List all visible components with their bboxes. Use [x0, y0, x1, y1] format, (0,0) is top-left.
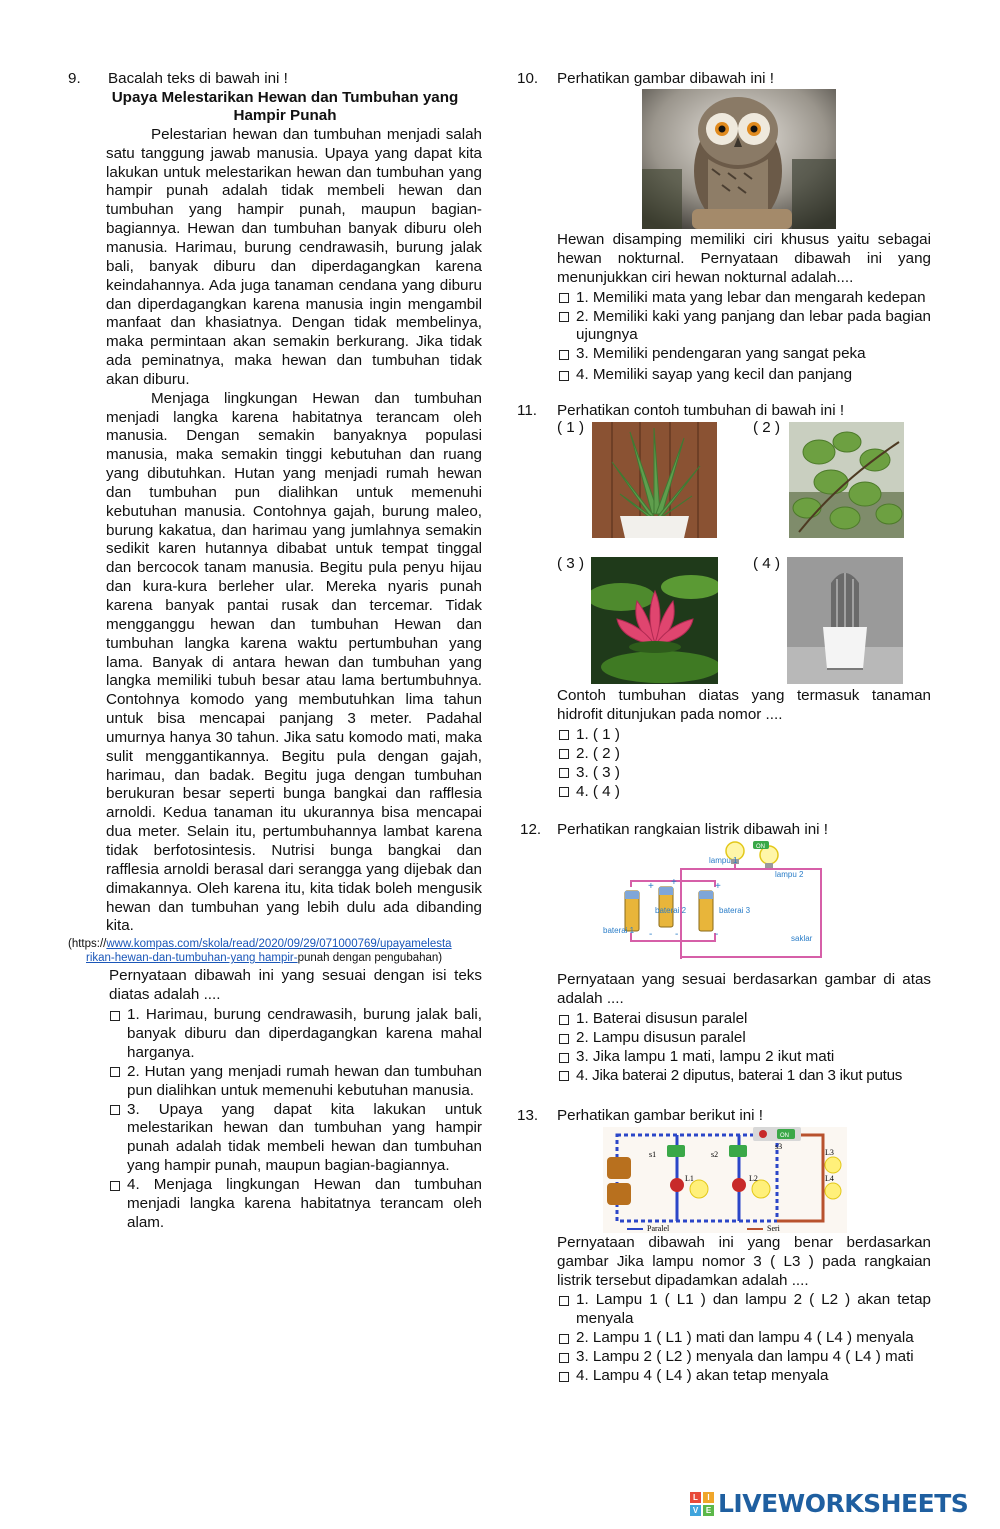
question-12-header	[517, 821, 931, 840]
plant-label-1: ( 1 )	[557, 419, 585, 437]
question-number: 9.	[68, 70, 81, 87]
option-checkbox-10-1[interactable]	[557, 289, 931, 308]
option-label: 4. Menjaga lingkungan Hewan dan tumbuhan menjadi langka karena habitatnya terancam oleh alam.	[127, 1176, 482, 1231]
lamp-l2-label: L2	[749, 1173, 758, 1183]
option-label: 1. ( 1 )	[576, 725, 620, 743]
option-label: 1. Memiliki mata yang lebar dan mengarah kedepan	[576, 288, 926, 306]
question-9-stem: Pernyataan dibawah ini yang sesuai dengan isi teks diatas adalah ....	[109, 967, 482, 1004]
legend-seri: Seri	[767, 1223, 780, 1233]
checkbox-icon[interactable]	[557, 1332, 570, 1345]
option-label: 3. Memiliki pendengaran yang sangat peka	[576, 345, 866, 363]
question-instruction: Perhatikan gambar berikut ini !	[557, 1106, 763, 1124]
switch-label: saklar	[791, 934, 813, 944]
question-10-header	[517, 70, 931, 89]
option-label: 1. Lampu 1 ( L1 ) dan lampu 2 ( L2 ) akan tetap menyala	[576, 1291, 931, 1328]
switch-s3-icon	[753, 1127, 801, 1141]
minus-sign: -	[715, 929, 719, 941]
switch-on-label: ON	[756, 844, 765, 851]
option-checkbox-11-2[interactable]	[557, 745, 931, 764]
question-9-header	[68, 70, 482, 89]
checkbox-icon[interactable]	[557, 292, 570, 305]
plus-sign: +	[671, 877, 677, 889]
checkbox-icon[interactable]	[557, 1013, 570, 1026]
option-label: 2. Lampu disusun paralel	[576, 1029, 746, 1047]
question-13-stem: Pernyataan dibawah ini yang benar berdasarkan gambar Jika lampu nomor 3 ( L3 ) pada rangkaian listrik tersebut dipadamkan adalah ....	[557, 1233, 931, 1289]
question-instruction: Perhatikan rangkaian listrik dibawah ini !	[557, 820, 828, 838]
checkbox-icon[interactable]	[557, 311, 570, 324]
question-number: 10.	[517, 70, 539, 87]
switch-on-label: ON	[780, 1132, 789, 1139]
battery-3-label: baterai 3	[719, 906, 751, 916]
option-label: 2. Lampu 1 ( L1 ) mati dan lampu 4 ( L4 ) menyala	[576, 1329, 914, 1347]
passage-source	[68, 937, 482, 965]
cactus-image	[787, 557, 903, 684]
option-label: 3. Upaya yang dapat kita lakukan untuk melestarikan hewan dan tumbuhan yang hampir punah adalah tidak membeli hewan dan tumbuhan yang hampir punah, maupun bagian-bagiannya.	[127, 1100, 482, 1175]
circuit-diagram-13	[603, 1127, 847, 1233]
option-checkbox-9-4[interactable]	[108, 1176, 482, 1233]
source-link-continued[interactable]: rikan-hewan-dan-tumbuhan-yang hampir-	[86, 952, 298, 965]
option-checkbox-12-1[interactable]	[557, 1010, 931, 1029]
option-label: 2. ( 2 )	[576, 744, 620, 762]
option-label: 1. Harimau, burung cendrawasih, burung jalak bali, banyak diburu dan diperdagangkan karena mahal harganya.	[127, 1006, 482, 1061]
checkbox-icon[interactable]	[557, 767, 570, 780]
option-checkbox-9-2[interactable]	[108, 1063, 482, 1101]
checkbox-icon[interactable]	[557, 729, 570, 742]
plant-image-grid	[557, 421, 931, 686]
question-12-options	[557, 1010, 931, 1086]
checkbox-icon[interactable]	[557, 748, 570, 761]
battery-2-label: baterai 2	[655, 906, 687, 916]
question-number: 11.	[517, 402, 537, 420]
switch-s2-icon	[729, 1145, 747, 1157]
minus-sign: -	[649, 929, 653, 941]
option-checkbox-13-1[interactable]	[557, 1291, 931, 1329]
lamp-l4-label: L4	[825, 1173, 834, 1183]
checkbox-icon[interactable]	[557, 1370, 570, 1383]
logo-text: LIVEWORKSHEETS	[718, 1488, 969, 1518]
checkbox-icon[interactable]	[557, 1351, 570, 1364]
switch-s3-label: s3	[775, 1141, 783, 1151]
legend-paralel: Paralel	[647, 1223, 670, 1233]
option-label: 1. Baterai disusun paralel	[576, 1010, 748, 1028]
option-label: 4. ( 4 )	[576, 782, 620, 800]
passage-title	[88, 89, 482, 126]
option-checkbox-10-4[interactable]	[557, 366, 931, 385]
option-label: 2. Memiliki kaki yang panjang dan lebar pada bagian ujungnya	[576, 307, 931, 344]
lamp-1-label: lampu 1	[709, 856, 738, 866]
option-label: 4. Jika baterai 2 diputus, baterai 1 dan 3 ikut putus	[576, 1066, 903, 1084]
owl-image	[642, 89, 836, 229]
plus-sign: +	[715, 881, 721, 893]
question-11-options	[557, 726, 931, 802]
question-13-header	[517, 1107, 931, 1126]
option-checkbox-12-2[interactable]	[557, 1029, 931, 1048]
option-label: 3. Jika lampu 1 mati, lampu 2 ikut mati	[576, 1048, 835, 1066]
option-checkbox-11-1[interactable]	[557, 726, 931, 745]
aloe-vera-image	[592, 422, 717, 538]
option-checkbox-10-2[interactable]	[557, 308, 931, 346]
option-checkbox-11-3[interactable]	[557, 764, 931, 783]
question-9-options	[108, 1006, 482, 1233]
left-column	[68, 70, 482, 1233]
option-label: 4. Memiliki sayap yang kecil dan panjang	[576, 366, 853, 384]
option-checkbox-10-3[interactable]	[557, 345, 931, 364]
source-link[interactable]: www.kompas.com/skola/read/2020/09/29/071000769/upayamelesta	[106, 938, 452, 951]
climbing-plant-image	[789, 422, 904, 538]
checkbox-icon[interactable]	[108, 1066, 121, 1079]
option-checkbox-13-2[interactable]	[557, 1329, 931, 1348]
lamp-l4-icon	[825, 1183, 841, 1199]
lotus-flower-image	[591, 557, 718, 684]
minus-sign: -	[675, 929, 679, 941]
option-label: 2. Hutan yang menjadi rumah hewan dan tumbuhan pun dialihkan untuk memenuhi kebutuhan manusia.	[127, 1062, 482, 1099]
right-column	[517, 70, 931, 1386]
question-number: 13.	[517, 1106, 539, 1124]
passage-title-line-2: Hampir Punah	[233, 107, 337, 125]
question-number: 12.	[520, 820, 542, 838]
checkbox-icon[interactable]	[557, 1070, 570, 1083]
checkbox-icon[interactable]	[557, 1051, 570, 1064]
source-prefix: (https://	[68, 938, 107, 951]
plus-sign: +	[648, 881, 654, 893]
question-instruction: Perhatikan contoh tumbuhan di bawah ini !	[557, 402, 845, 420]
passage-title-line-1: Upaya Melestarikan Hewan dan Tumbuhan yang	[111, 88, 459, 106]
switch-s1-icon	[667, 1145, 685, 1157]
passage-paragraph-2: Menjaga lingkungan Hewan dan tumbuhan menjadi langka karena habitatnya terancam oleh manusia. Dengan semakin banyaknya populasi manusia, maka semakin tinggi kebutuhan dan ruang yang dibutuhkan. Hutan yang menjadi rumah hewan dan tumbuhan pun dialihkan untuk memenuhi kebutuhan manusia. Contohnya gajah, burung maleo, burung kakatua, dan harimau yang jumlahnya semakin sedikit karen hutannya dibabat untuk tempat tinggal dan bercocok tanam manusia. Begitu pula penyu hijau dan kura-kura berleher ular. Mereka nyaris punah karena banyak pantai rusak dan tercemar. Tidak mengganggu hewan dan tumbuhan Hewan dan tumbuhan langka karena waktu pertumbuhan yang lama. Banyak di antara hewan dan tumbuhan yang langka memiliki tubuh besar atau lama bertumbuhnya. Contohnya komodo yang membutuhkan lima tahun untuk bisa mencapai panjang 3 meter. Padahal umurnya hanya 30 tahun. Jika satu komodo mati, maka sulit menggantikannya. Begitu pula dengan gajah, harimau, dan badak. Begitu juga dengan tumbuhan berukuran besar seperti bunga bangkai dan rafflesia arnoldi. Kedua tanaman itu ukurannya bisa mencapai dua meter. Selain itu, pertumbuhannya lambat karena tidak berfotosintesis. Nutrisi bunga bangkai dan rafflesia arnoldi berasal dari serangga yang dijebak dan dimakannya. Oleh karena itu, kita tidak boleh mengusik hewan dan tumbuhan yang lebih dulu ada dibanding kita.	[106, 389, 482, 935]
plant-label-2: ( 2 )	[753, 419, 781, 437]
logo-letter-e: E	[703, 1505, 714, 1516]
plant-label-4: ( 4 )	[753, 555, 781, 573]
option-label: 3. Lampu 2 ( L2 ) menyala dan lampu 4 ( L4 ) mati	[576, 1348, 914, 1366]
source-line-2	[68, 951, 482, 965]
circuit-diagram-12	[603, 841, 843, 965]
source-suffix: punah dengan pengubahan)	[297, 952, 443, 965]
checkbox-icon[interactable]	[108, 1104, 121, 1117]
checkbox-icon[interactable]	[108, 1009, 121, 1022]
logo-letter-i: I	[703, 1492, 714, 1503]
checkbox-icon[interactable]	[557, 1294, 570, 1307]
logo-letter-l: L	[690, 1492, 701, 1503]
liveworksheets-logo	[690, 1488, 969, 1518]
logo-letter-v: V	[690, 1505, 701, 1516]
lamp-l3-label: L3	[825, 1147, 834, 1157]
option-checkbox-13-4[interactable]	[557, 1367, 931, 1386]
option-label: 4. Lampu 4 ( L4 ) akan tetap menyala	[576, 1367, 829, 1385]
battery-1-label: baterai 1	[603, 926, 635, 936]
option-checkbox-9-1[interactable]	[108, 1006, 482, 1063]
checkbox-icon[interactable]	[557, 348, 570, 361]
passage-paragraph-1: Pelestarian hewan dan tumbuhan menjadi salah satu tanggung jawab manusia. Upaya yang dapat kita lakukan untuk melestarikan hewan dan tumbuhan yang hampir punah adalah tidak membeli hewan dan tumbuhan yang hampir punah, maupun bagian-bagiannya. Hewan dan tumbuhan banyak diburu oleh manusia. Harimau, burung cendrawasih, burung jalak bali, banyak diburu dan diperdagangkan karena keindahannya. Ada juga tanaman cendana yang diburu dan diperdagangkan karena manusia ingin mengambil manfaat dan khasiatnya. Dengan tidak membelinya, maka permintaan akan semakin berkurang. Jika tidak ada peminatnya, maka hewan dan tumbuhan tidak akan diburu.	[106, 125, 482, 388]
plant-label-3: ( 3 )	[557, 555, 585, 573]
option-checkbox-9-3[interactable]	[108, 1101, 482, 1177]
question-13-options	[557, 1291, 931, 1386]
question-instruction: Perhatikan gambar dibawah ini !	[557, 70, 774, 87]
logo-icon	[690, 1492, 714, 1516]
option-label: 3. ( 3 )	[576, 763, 620, 781]
question-10-stem: Hewan disamping memiliki ciri khusus yaitu sebagai hewan nokturnal. Pernyataan dibawah ini yang menunjukkan ciri hewan nokturnal adalah....	[557, 230, 931, 286]
option-checkbox-12-4[interactable]	[557, 1067, 931, 1086]
checkbox-icon[interactable]	[557, 369, 570, 382]
checkbox-icon[interactable]	[557, 1032, 570, 1045]
option-checkbox-12-3[interactable]	[557, 1048, 931, 1067]
option-checkbox-13-3[interactable]	[557, 1348, 931, 1367]
switch-s2-label: s2	[711, 1149, 719, 1159]
question-11-stem: Contoh tumbuhan diatas yang termasuk tanaman hidrofit ditunjukan pada nomor ....	[557, 687, 931, 723]
option-checkbox-11-4[interactable]	[557, 783, 931, 802]
question-instruction: Bacalah teks di bawah ini !	[108, 70, 288, 87]
lamp-2-label: lampu 2	[775, 870, 804, 880]
checkbox-icon[interactable]	[557, 786, 570, 799]
checkbox-icon[interactable]	[108, 1179, 121, 1192]
switch-s1-label: s1	[649, 1149, 657, 1159]
lamp-l3-icon	[825, 1157, 841, 1173]
question-12-stem: Pernyataan yang sesuai berdasarkan gambar di atas adalah ....	[557, 971, 931, 1008]
lamp-l1-label: L1	[685, 1173, 694, 1183]
question-10-options	[557, 289, 931, 386]
switch-icon	[753, 841, 769, 850]
